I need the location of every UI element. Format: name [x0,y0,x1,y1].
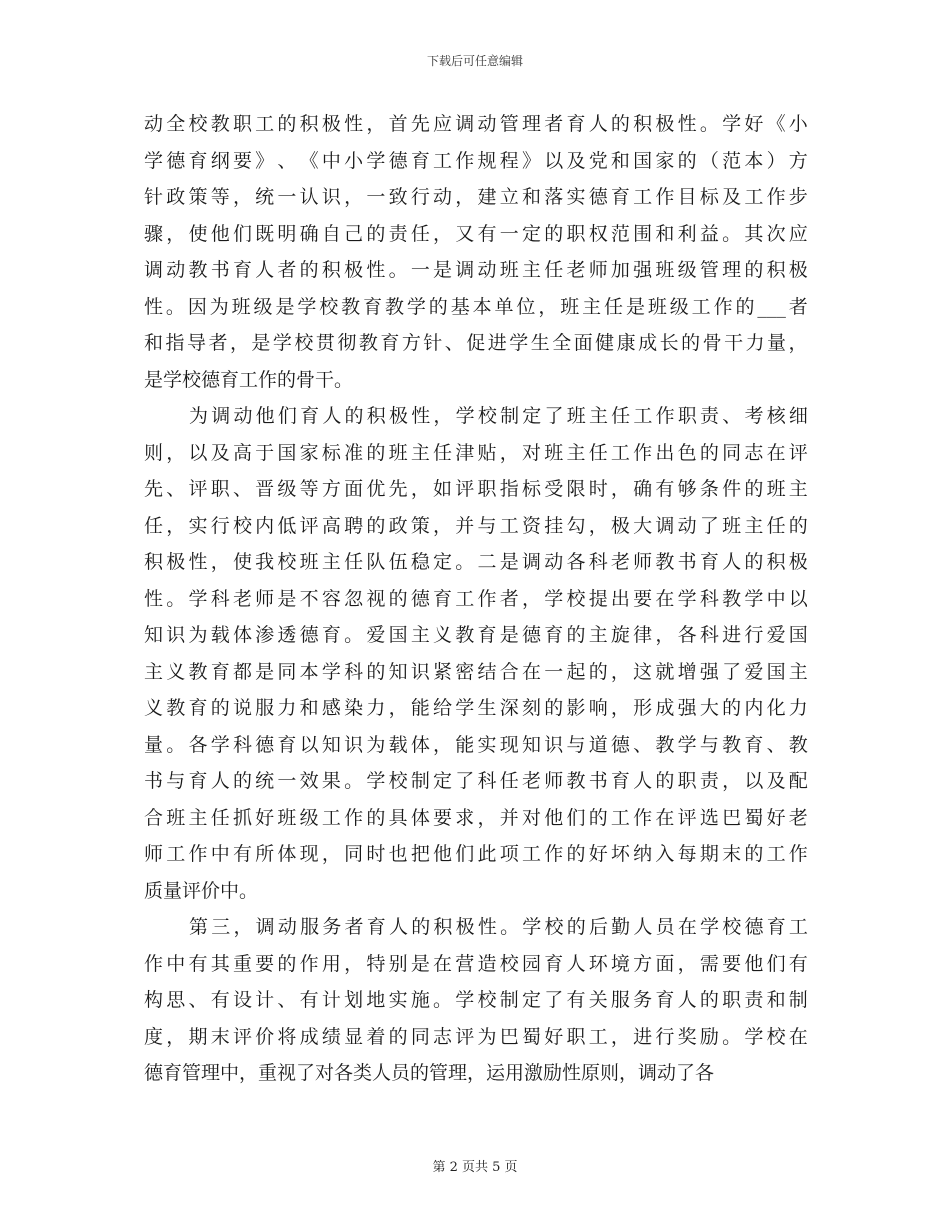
paragraph-line: 任 ， 实 行 校 内 低 评 高 聘 的 政 策 ， 并 与 工 资 挂 勾 ， 极 大 调 动 了 班 主 任 的 [144,514,808,537]
paragraph-line: 动 全 校 教 职 工 的 积 极 性 ， 首 先 应 调 动 管 理 者 育 人 的 积 极 性 。 学 好 《 小 [144,113,808,135]
paragraph-line: 积 极 性 ， 使 我 校 班 主 任 队 伍 稳 定 。 二 是 调 动 各 科 老 师 教 书 育 人 的 积 极 [144,551,808,573]
paragraph-line: 师 工 作 中 有 所 体 现 ， 同 时 也 把 他 们 此 项 工 作 的 好 坏 纳 入 每 期 末 的 工 作 [144,843,808,865]
paragraph-line: 和 指 导 者 ， 是 学 校 贯 彻 教 育 方 针 、 促 进 学 生 全 面 健 康 成 长 的 骨 干 力 量 ， [144,332,808,354]
page-header: 下载后可任意编辑 [426,54,523,68]
paragraph-line: 性 。 因 为 班 级 是 学 校 教 育 教 学 的 基 本 单 位 ， 班 主 任 是 班 级 工 作 的 ___ 者 [144,295,808,318]
paragraph-line: 度 ， 期 末 评 价 将 成 绩 显 着 的 同 志 评 为 巴 蜀 好 职 工 ， 进 行 奖 励 。 学 校 在 [144,1025,808,1048]
paragraph-line: 性 。 学 科 老 师 是 不 容 忽 视 的 德 育 工 作 者 ， 学 校 提 出 要 在 学 科 教 学 中 以 [144,587,808,610]
paragraph-line: 主 义 教 育 都 是 同 本 学 科 的 知 识 紧 密 结 合 在 一 起 的 ， 这 就 增 强 了 爱 国 主 [144,660,808,683]
paragraph-line: 作 中 有 其 重 要 的 作 用 ， 特 别 是 在 营 造 校 园 育 人 环 境 方 面 ， 需 要 他 们 有 [144,952,808,975]
paragraph-line: 义 教 育 的 说 服 力 和 感 染 力 ， 能 给 学 生 深 刻 的 影 响 ， 形 成 强 大 的 内 化 力 [144,697,808,719]
paragraph-line: 针 政 策 等 ， 统 一 认 识 ， 一 致 行 动 ， 建 立 和 落 实 德 育 工 作 目 标 及 工 作 步 [144,186,808,208]
paragraph-line: 先 、 评 职 、 晋 级 等 方 面 优 先 ， 如 评 职 指 标 受 限 时 ， 确 有 够 条 件 的 班 主 [144,478,808,500]
paragraph-line: 书 与 育 人 的 统 一 效 果 。 学 校 制 定 了 科 任 老 师 教 书 育 人 的 职 责 ， 以 及 配 [144,770,808,792]
paragraph-line: 质量评价中。 [144,879,259,902]
paragraph-line: 学 德 育 纲 要 》 、 《 中 小 学 德 育 工 作 规 程 》 以 及 党 和 国 家 的 （ 范 本 ） 方 [144,149,808,172]
paragraph-line: 是学校德育工作的骨干。 [144,368,354,391]
paragraph-line: 调 动 教 书 育 人 者 的 积 极 性 。 一 是 调 动 班 主 任 老 师 加 强 班 级 管 理 的 积 极 [144,259,808,281]
paragraph-line: 则 ， 以 及 高 于 国 家 标 准 的 班 主 任 津 贴 ， 对 班 主 任 工 作 出 色 的 同 志 在 评 [144,441,808,464]
paragraph-line: 合 班 主 任 抓 好 班 级 工 作 的 具 体 要 求 ， 并 对 他 们 的 工 作 在 评 选 巴 蜀 好 老 [144,806,808,829]
paragraph-line: 为 调 动 他 们 育 人 的 积 极 性 ， 学 校 制 定 了 班 主 任 工 作 职 责 、 考 核 细 [189,405,808,427]
paragraph-line: 量 。 各 学 科 德 育 以 知 识 为 载 体 ， 能 实 现 知 识 与 道 德 、 教 学 与 教 育 、 教 [144,733,808,756]
paragraph-line: 德育管理中，重视了对各类人员的管理，运用激励性原则，调动了各 [144,1062,715,1084]
paragraph-line: 骤 ， 使 他 们 既 明 确 自 己 的 责 任 ， 又 有 一 定 的 职 权 范 围 和 利 益 。 其 次 应 [144,222,808,245]
paragraph-line: 知 识 为 载 体 渗 透 德 育 。 爱 国 主 义 教 育 是 德 育 的 主 旋 律 ， 各 科 进 行 爱 国 [144,624,808,646]
paragraph-line: 第 三 ， 调 动 服 务 者 育 人 的 积 极 性 。 学 校 的 后 勤 人 员 在 学 校 德 育 工 [189,916,808,938]
page-number: 第 2 页共 5 页 [432,1160,518,1175]
document-body [144,106,808,1092]
paragraph-line: 构 思 、 有 设 计 、 有 计 划 地 实 施 。 学 校 制 定 了 有 关 服 务 育 人 的 职 责 和 制 [144,989,808,1011]
